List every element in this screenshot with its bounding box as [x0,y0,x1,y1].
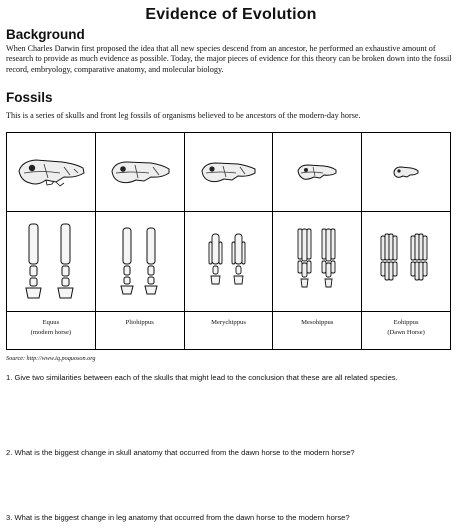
question-3: 3. What is the biggest change in leg anatomy that occurred from the dawn horse to the modern horse? [6,513,350,522]
pliohippus-skull-image [109,157,171,187]
fossil-table [6,132,451,350]
fossils-heading: Fossils [6,90,53,105]
species-note: (Dawn Horse) [387,329,425,336]
fossils-paragraph: This is a series of skulls and front leg fossils of organisms believed to be ancestors of the modern-day horse. [6,111,361,120]
skull-cell-merychippus [184,133,273,212]
leg-cell-pliohippus [95,212,184,312]
name-cell-mesohippus [273,312,362,350]
skull-cell-mesohippus [273,133,362,212]
skull-cell-pliohippus [95,133,184,212]
species-name: Equus [42,319,60,326]
question-2: 2. What is the biggest change in skull anatomy that occurred from the dawn horse to the modern horse? [6,448,355,457]
species-name: Merychippus [211,319,246,326]
skull-cell-eohippus [362,133,451,212]
name-cell-merychippus [184,312,273,350]
skull-cell-equus [7,133,96,212]
leg-cell-mesohippus [273,212,362,312]
leg-cell-eohippus [362,212,451,312]
name-cell-eohippus [362,312,451,350]
merychippus-skull-image [199,158,257,186]
page-title: Evidence of Evolution [145,6,317,23]
pliohippus-leg-image [115,226,165,298]
species-note: (modern horse) [30,329,72,336]
merychippus-leg-image [206,232,250,292]
mesohippus-leg-image [294,227,340,297]
mesohippus-skull-image [296,161,338,183]
background-heading: Background [6,27,85,42]
species-name: Pliohippus [125,319,154,326]
equus-leg-image [21,222,81,302]
leg-cell-equus [7,212,96,312]
eohippus-skull-image [392,164,420,180]
background-paragraph: When Charles Darwin first proposed the idea that all new species descend from an ancestor, he performed an exhaustive amount of research to provide as much evidence as possible. Today, the major pieces of evidence for this theory can be broken down into the fossil record, embryology, comparative anatomy, and molecular biology. [6,44,452,74]
name-cell-equus [7,312,96,350]
name-cell-pliohippus [95,312,184,350]
species-name: Mesohippus [301,319,334,326]
source-citation: Source: http://www.iq.poquoson.org [6,355,96,362]
leg-cell-merychippus [184,212,273,312]
eohippus-leg-image [378,232,434,292]
species-name: Eohippus [393,319,419,326]
question-1: 1. Give two similarities between each of the skulls that might lead to the conclusion that these are all related species. [6,373,398,382]
equus-skull-image [16,155,86,189]
